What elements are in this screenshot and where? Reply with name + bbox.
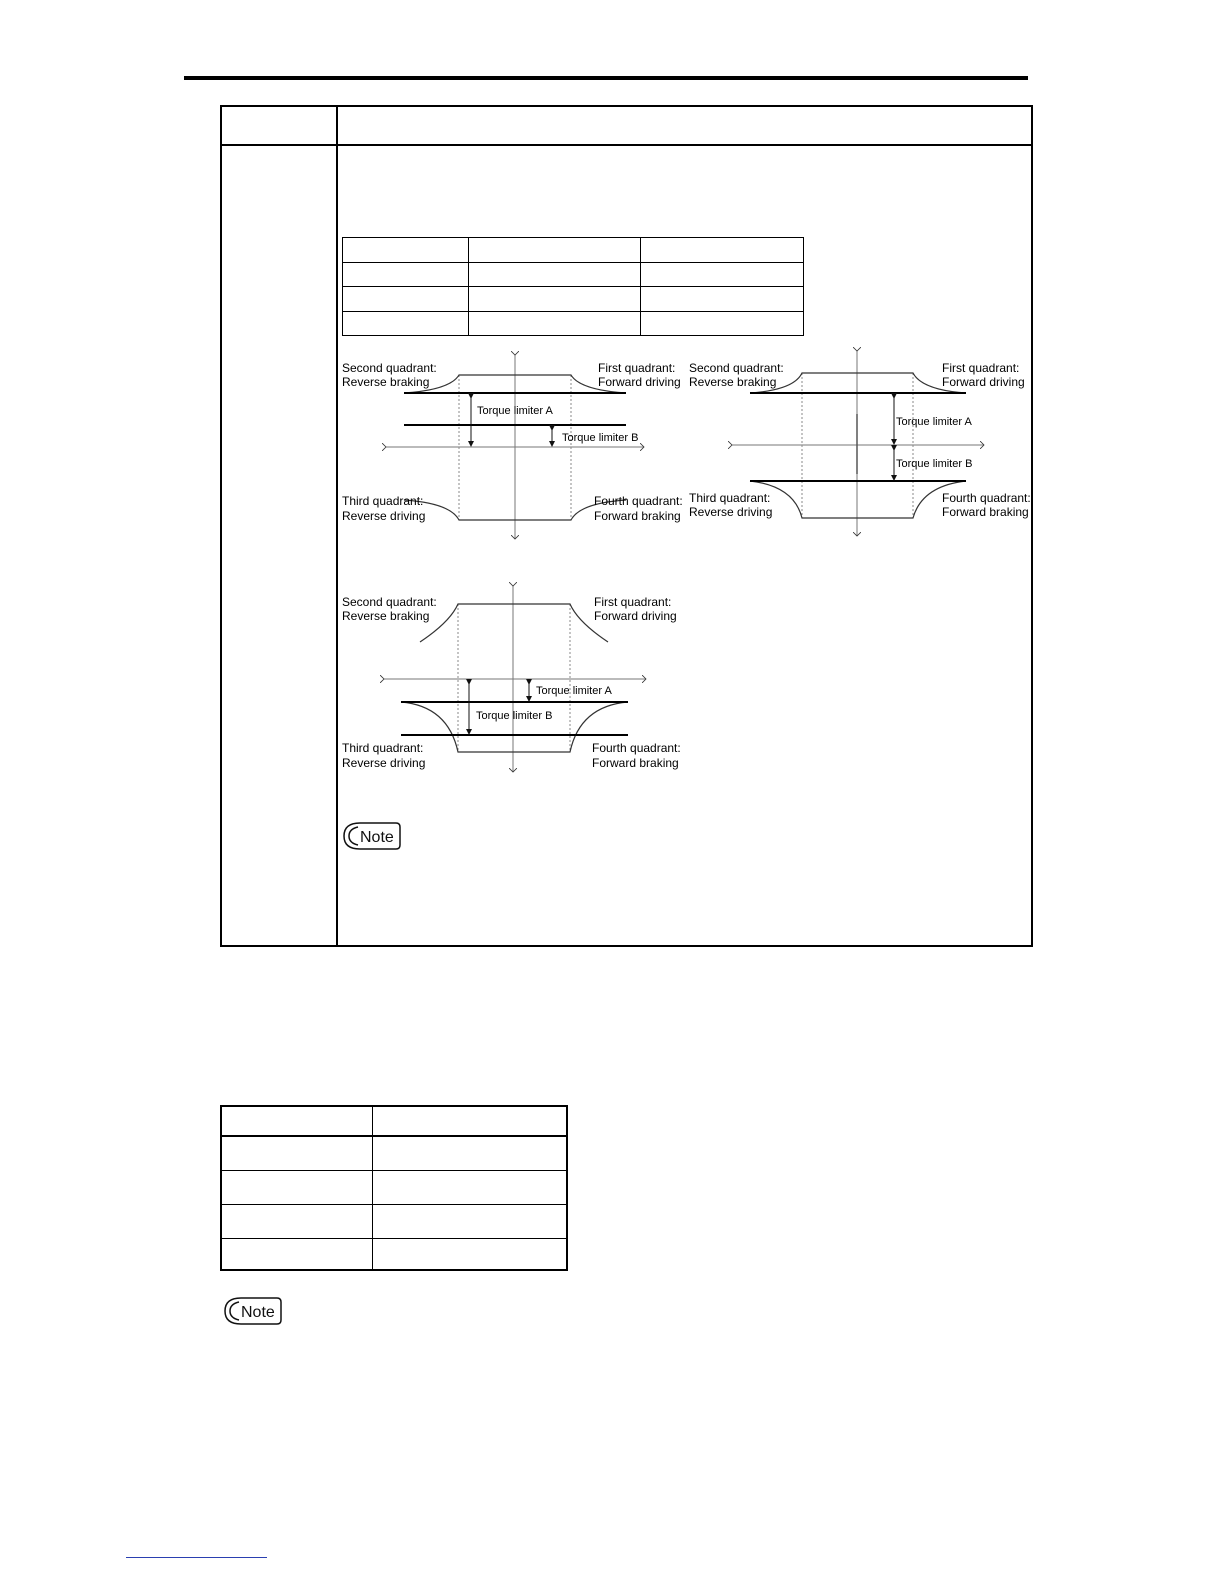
note-icon: [221, 1295, 283, 1327]
header-rule: [184, 76, 1028, 80]
limiter-mode-table: [342, 237, 804, 336]
setting-table: [220, 1105, 568, 1271]
fourth-quadrant-title: Fourth quadrant:: [942, 491, 1031, 505]
fourth-quadrant-subtitle: Forward braking: [942, 505, 1029, 519]
third-quadrant-subtitle: Reverse driving: [342, 756, 426, 770]
torque-limit-diagram-2: [686, 346, 1032, 541]
limiter-b-label: Torque limiter B: [562, 432, 639, 444]
first-quadrant-subtitle: Forward driving: [598, 375, 681, 389]
torque-limit-diagram-3: [338, 582, 684, 777]
first-quadrant-title: First quadrant:: [942, 361, 1020, 375]
third-quadrant-subtitle: Reverse driving: [342, 509, 426, 523]
third-quadrant-subtitle: Reverse driving: [689, 505, 773, 519]
first-quadrant-title: First quadrant:: [594, 595, 672, 609]
third-quadrant-title: Third quadrant:: [342, 494, 424, 508]
fourth-quadrant-subtitle: Forward braking: [594, 509, 681, 523]
second-quadrant-title: Second quadrant:: [689, 361, 784, 375]
limiter-a-label: Torque limiter A: [477, 405, 553, 417]
torque-curve-bottom: [750, 481, 966, 518]
torque-limit-diagram-1: [338, 350, 684, 545]
limiter-a-label: Torque limiter A: [896, 416, 972, 428]
note-label: Note: [241, 1304, 275, 1321]
second-quadrant-title: Second quadrant:: [342, 361, 437, 375]
second-quadrant-subtitle: Reverse braking: [342, 609, 430, 623]
second-quadrant-subtitle: Reverse braking: [342, 375, 430, 389]
fourth-quadrant-title: Fourth quadrant:: [594, 494, 683, 508]
torque-curve-top: [420, 604, 608, 642]
first-quadrant-subtitle: Forward driving: [942, 375, 1025, 389]
second-quadrant-subtitle: Reverse braking: [689, 375, 777, 389]
torque-curve-top: [750, 373, 966, 393]
fourth-quadrant-subtitle: Forward braking: [592, 756, 679, 770]
first-quadrant-subtitle: Forward driving: [594, 609, 677, 623]
limiter-b-label: Torque limiter B: [896, 458, 973, 470]
second-quadrant-title: Second quadrant:: [342, 595, 437, 609]
limiter-a-label: Torque limiter A: [536, 685, 612, 697]
third-quadrant-title: Third quadrant:: [689, 491, 771, 505]
note-label: Note: [360, 829, 394, 846]
limiter-b-label: Torque limiter B: [476, 710, 553, 722]
footer-rule: [126, 1557, 267, 1558]
fourth-quadrant-title: Fourth quadrant:: [592, 741, 681, 755]
note-icon: [340, 820, 402, 852]
parameter-table-header-divider: [220, 144, 1033, 146]
third-quadrant-title: Third quadrant:: [342, 741, 424, 755]
first-quadrant-title: First quadrant:: [598, 361, 676, 375]
